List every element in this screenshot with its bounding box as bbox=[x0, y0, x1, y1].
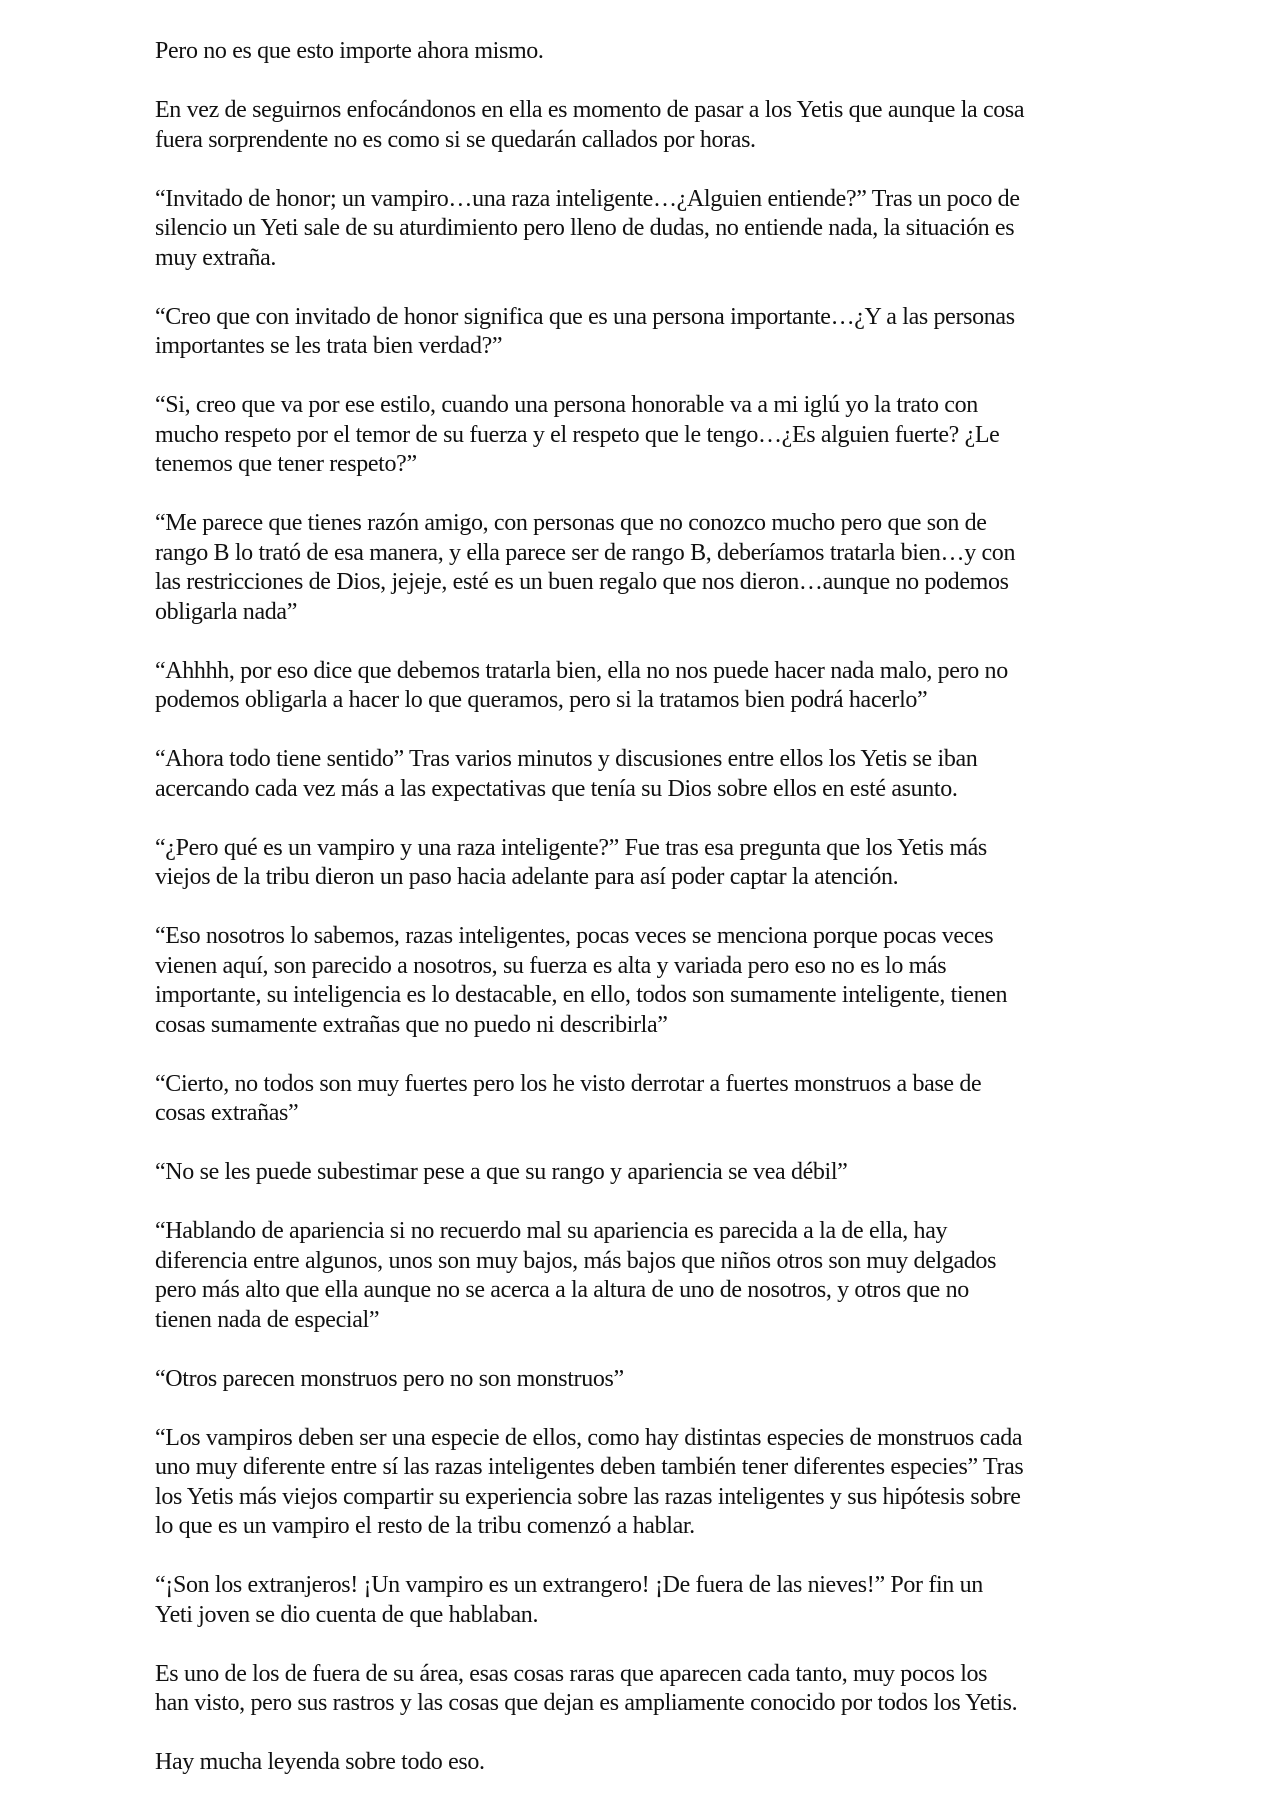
text-line: pero más alto que ella aunque no se acerca a la altura de uno de nosotros, y otros que no bbox=[155, 1277, 969, 1303]
text-line: muy extraña. bbox=[155, 244, 277, 271]
paragraph bbox=[155, 1660, 1155, 1719]
paragraph bbox=[155, 391, 1155, 480]
paragraph bbox=[155, 303, 1155, 362]
paragraph bbox=[155, 657, 1155, 716]
text-line: Es uno de los de fuera de su área, esas cosas raras que aparecen cada tanto, muy pocos los bbox=[155, 1660, 988, 1687]
text-line: “Si, creo que va por ese estilo, cuando una persona honorable va a mi iglú yo la trato con bbox=[155, 392, 978, 418]
text-line: obligarla nada” bbox=[155, 598, 298, 625]
text-line: “Cierto, no todos son muy fuertes pero los he visto derrotar a fuertes monstruos a base de bbox=[155, 1070, 982, 1097]
paragraph bbox=[155, 96, 1155, 155]
paragraph bbox=[155, 1571, 1155, 1630]
text-line: acercando cada vez más a las expectativas que tenía su Dios sobre ellos en esté asunto. bbox=[155, 775, 958, 802]
paragraph bbox=[155, 745, 1155, 804]
text-line: silencio un Yeti sale de su aturdimiento pero lleno de dudas, no entiende nada, la situación es bbox=[155, 215, 1015, 241]
text-line: “Ahhhh, por eso dice que debemos tratarla bien, ella no nos puede hacer nada malo, pero no bbox=[155, 657, 1008, 684]
text-line: diferencia entre algunos, unos son muy bajos, más bajos que niños otros son muy delgados bbox=[155, 1247, 997, 1274]
paragraph bbox=[155, 922, 1155, 1040]
text-line: Hay mucha leyenda sobre todo eso. bbox=[155, 1749, 485, 1775]
document-page bbox=[155, 37, 1155, 1807]
text-line: mucho respeto por el temor de su fuerza y el respeto que le tengo…¿Es alguien fuerte? ¿Le bbox=[155, 421, 1000, 448]
text-line: “Me parece que tienes razón amigo, con personas que no conozco mucho pero que son de bbox=[155, 510, 987, 536]
text-line: “Eso nosotros lo sabemos, razas inteligentes, pocas veces se menciona porque pocas veces bbox=[155, 923, 994, 949]
text-line: “Otros parecen monstruos pero no son monstruos” bbox=[155, 1365, 624, 1392]
paragraph bbox=[155, 37, 1155, 67]
text-line: viejos de la tribu dieron un paso hacia adelante para así poder captar la atención. bbox=[155, 864, 899, 890]
text-line: han visto, pero sus rastros y las cosas que dejan es ampliamente conocido por todos los Yetis. bbox=[155, 1690, 1018, 1716]
text-line: las restricciones de Dios, jejeje, esté es un buen regalo que nos dieron…aunque no podemos bbox=[155, 569, 1009, 595]
text-line: rango B lo trató de esa manera, y ella parece ser de rango B, deberíamos tratarla bien…y con bbox=[155, 539, 1016, 566]
paragraph bbox=[155, 1158, 1155, 1188]
text-line: los Yetis más viejos compartir su experiencia sobre las razas inteligentes y sus hipótesis sobre bbox=[155, 1483, 1021, 1510]
paragraph bbox=[155, 1070, 1155, 1129]
text-line: “Los vampiros deben ser una especie de ellos, como hay distintas especies de monstruos cada bbox=[155, 1424, 1023, 1451]
text-line: vienen aquí, son parecido a nosotros, su fuerza es alta y variada pero eso no es lo más bbox=[155, 952, 947, 979]
text-line: importantes se les trata bien verdad?” bbox=[155, 333, 503, 359]
text-line: “No se les puede subestimar pese a que su rango y apariencia se vea débil” bbox=[155, 1159, 848, 1185]
text-line: Yeti joven se dio cuenta de que hablaban. bbox=[155, 1601, 539, 1628]
text-line: cosas extrañas” bbox=[155, 1100, 299, 1126]
text-line: Pero no es que esto importe ahora mismo. bbox=[155, 38, 544, 64]
text-line: tenemos que tener respeto?” bbox=[155, 451, 417, 477]
text-line: tienen nada de especial” bbox=[155, 1306, 380, 1333]
text-line: lo que es un vampiro el resto de la tribu comenzó a hablar. bbox=[155, 1513, 695, 1539]
text-line: “Ahora todo tiene sentido” Tras varios minutos y discusiones entre ellos los Yetis se iban bbox=[155, 746, 978, 772]
text-line: “Invitado de honor; un vampiro…una raza inteligente…¿Alguien entiende?” Tras un poco de bbox=[155, 185, 1020, 212]
text-line: podemos obligarla a hacer lo que queramos, pero si la tratamos bien podrá hacerlo” bbox=[155, 687, 928, 713]
paragraph bbox=[155, 185, 1155, 274]
text-line: uno muy diferente entre sí las razas inteligentes deben también tener diferentes especies” Tras bbox=[155, 1454, 1024, 1480]
text-line: fuera sorprendente no es como si se quedarán callados por horas. bbox=[155, 126, 756, 153]
paragraph bbox=[155, 509, 1155, 627]
text-line: “¿Pero qué es un vampiro y una raza inteligente?” Fue tras esa pregunta que los Yetis más bbox=[155, 834, 987, 861]
text-line: “Creo que con invitado de honor significa que es una persona importante…¿Y a las personas bbox=[155, 303, 1015, 330]
paragraph bbox=[155, 834, 1155, 893]
paragraph bbox=[155, 1748, 1155, 1778]
text-line: “Hablando de apariencia si no recuerdo mal su apariencia es parecida a la de ella, hay bbox=[155, 1218, 948, 1244]
paragraph bbox=[155, 1424, 1155, 1542]
text-line: “¡Son los extranjeros! ¡Un vampiro es un extrangero! ¡De fuera de las nieves!” Por fin un bbox=[155, 1572, 983, 1598]
text-line: cosas sumamente extrañas que no puedo ni describirla” bbox=[155, 1011, 668, 1038]
paragraph bbox=[155, 1365, 1155, 1395]
text-line: En vez de seguirnos enfocándonos en ella es momento de pasar a los Yetis que aunque la cosa bbox=[155, 97, 1025, 123]
paragraph bbox=[155, 1217, 1155, 1335]
text-line: importante, su inteligencia es lo destacable, en ello, todos son sumamente inteligente, tienen bbox=[155, 982, 1008, 1008]
